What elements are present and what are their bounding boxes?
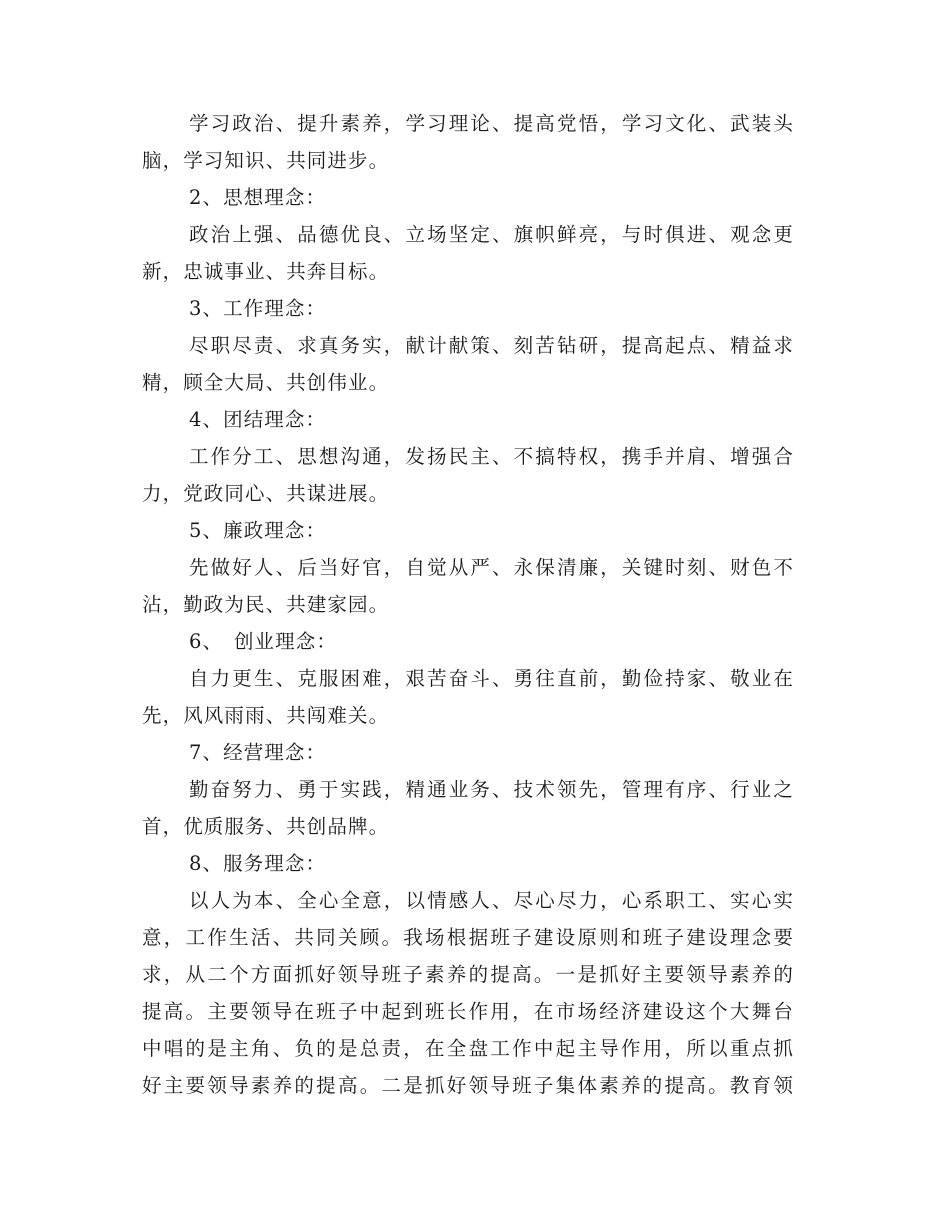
paragraph-line: 求，从二个方面抓好领导班子素养的提高。一是抓好主要领导素养的	[142, 963, 794, 986]
document-body	[142, 105, 794, 1104]
section-heading: 8、服务理念：	[189, 852, 327, 875]
paragraph-line: 新，忠诚事业、共奔目标。	[142, 260, 390, 283]
paragraph-line: 力，党政同心、共谋进展。	[142, 482, 390, 505]
paragraph-line: 先做好人、后当好官，自觉从严、永保清廉，关键时刻、财色不	[189, 556, 794, 579]
paragraph-line: 首，优质服务、共创品牌。	[142, 815, 390, 838]
section-heading: 2、思想理念：	[189, 186, 327, 209]
section-heading: 6、 创业理念：	[189, 630, 337, 653]
paragraph-line: 先，风风雨雨、共闯难关。	[142, 704, 390, 727]
section-heading: 4、团结理念：	[189, 408, 327, 431]
paragraph-line: 意，工作生活、共同关顾。我场根据班子建设原则和班子建设理念要	[142, 926, 794, 949]
paragraph-line: 工作分工、思想沟通，发扬民主、不搞特权，携手并肩、增强合	[189, 445, 794, 468]
paragraph-line: 政治上强、品德优良、立场坚定、旗帜鲜亮，与时俱进、观念更	[189, 223, 794, 246]
paragraph-line: 学习政治、提升素养，学习理论、提高党悟，学习文化、武装头	[189, 112, 794, 135]
paragraph-line: 自力更生、克服困难，艰苦奋斗、勇往直前，勤俭持家、敬业在	[189, 667, 794, 690]
paragraph-line: 好主要领导素养的提高。二是抓好领导班子集体素养的提高。教育领	[142, 1074, 794, 1097]
paragraph-line: 沾，勤政为民、共建家园。	[142, 593, 390, 616]
section-heading: 5、廉政理念：	[189, 519, 327, 542]
paragraph-line: 勤奋努力、勇于实践，精通业务、技术领先，管理有序、行业之	[189, 778, 794, 801]
paragraph-line: 尽职尽责、求真务实，献计献策、刻苦钻研，提高起点、精益求	[189, 334, 794, 357]
section-heading: 3、工作理念：	[189, 297, 327, 320]
paragraph-line: 精，顾全大局、共创伟业。	[142, 371, 390, 394]
section-heading: 7、经营理念：	[189, 741, 327, 764]
paragraph-line: 中唱的是主角、负的是总责，在全盘工作中起主导作用，所以重点抓	[142, 1037, 794, 1060]
paragraph-line: 以人为本、全心全意，以情感人、尽心尽力，心系职工、实心实	[189, 889, 794, 912]
paragraph-line: 脑，学习知识、共同进步。	[142, 149, 390, 172]
paragraph-line: 提高。主要领导在班子中起到班长作用，在市场经济建设这个大舞台	[142, 1000, 794, 1023]
